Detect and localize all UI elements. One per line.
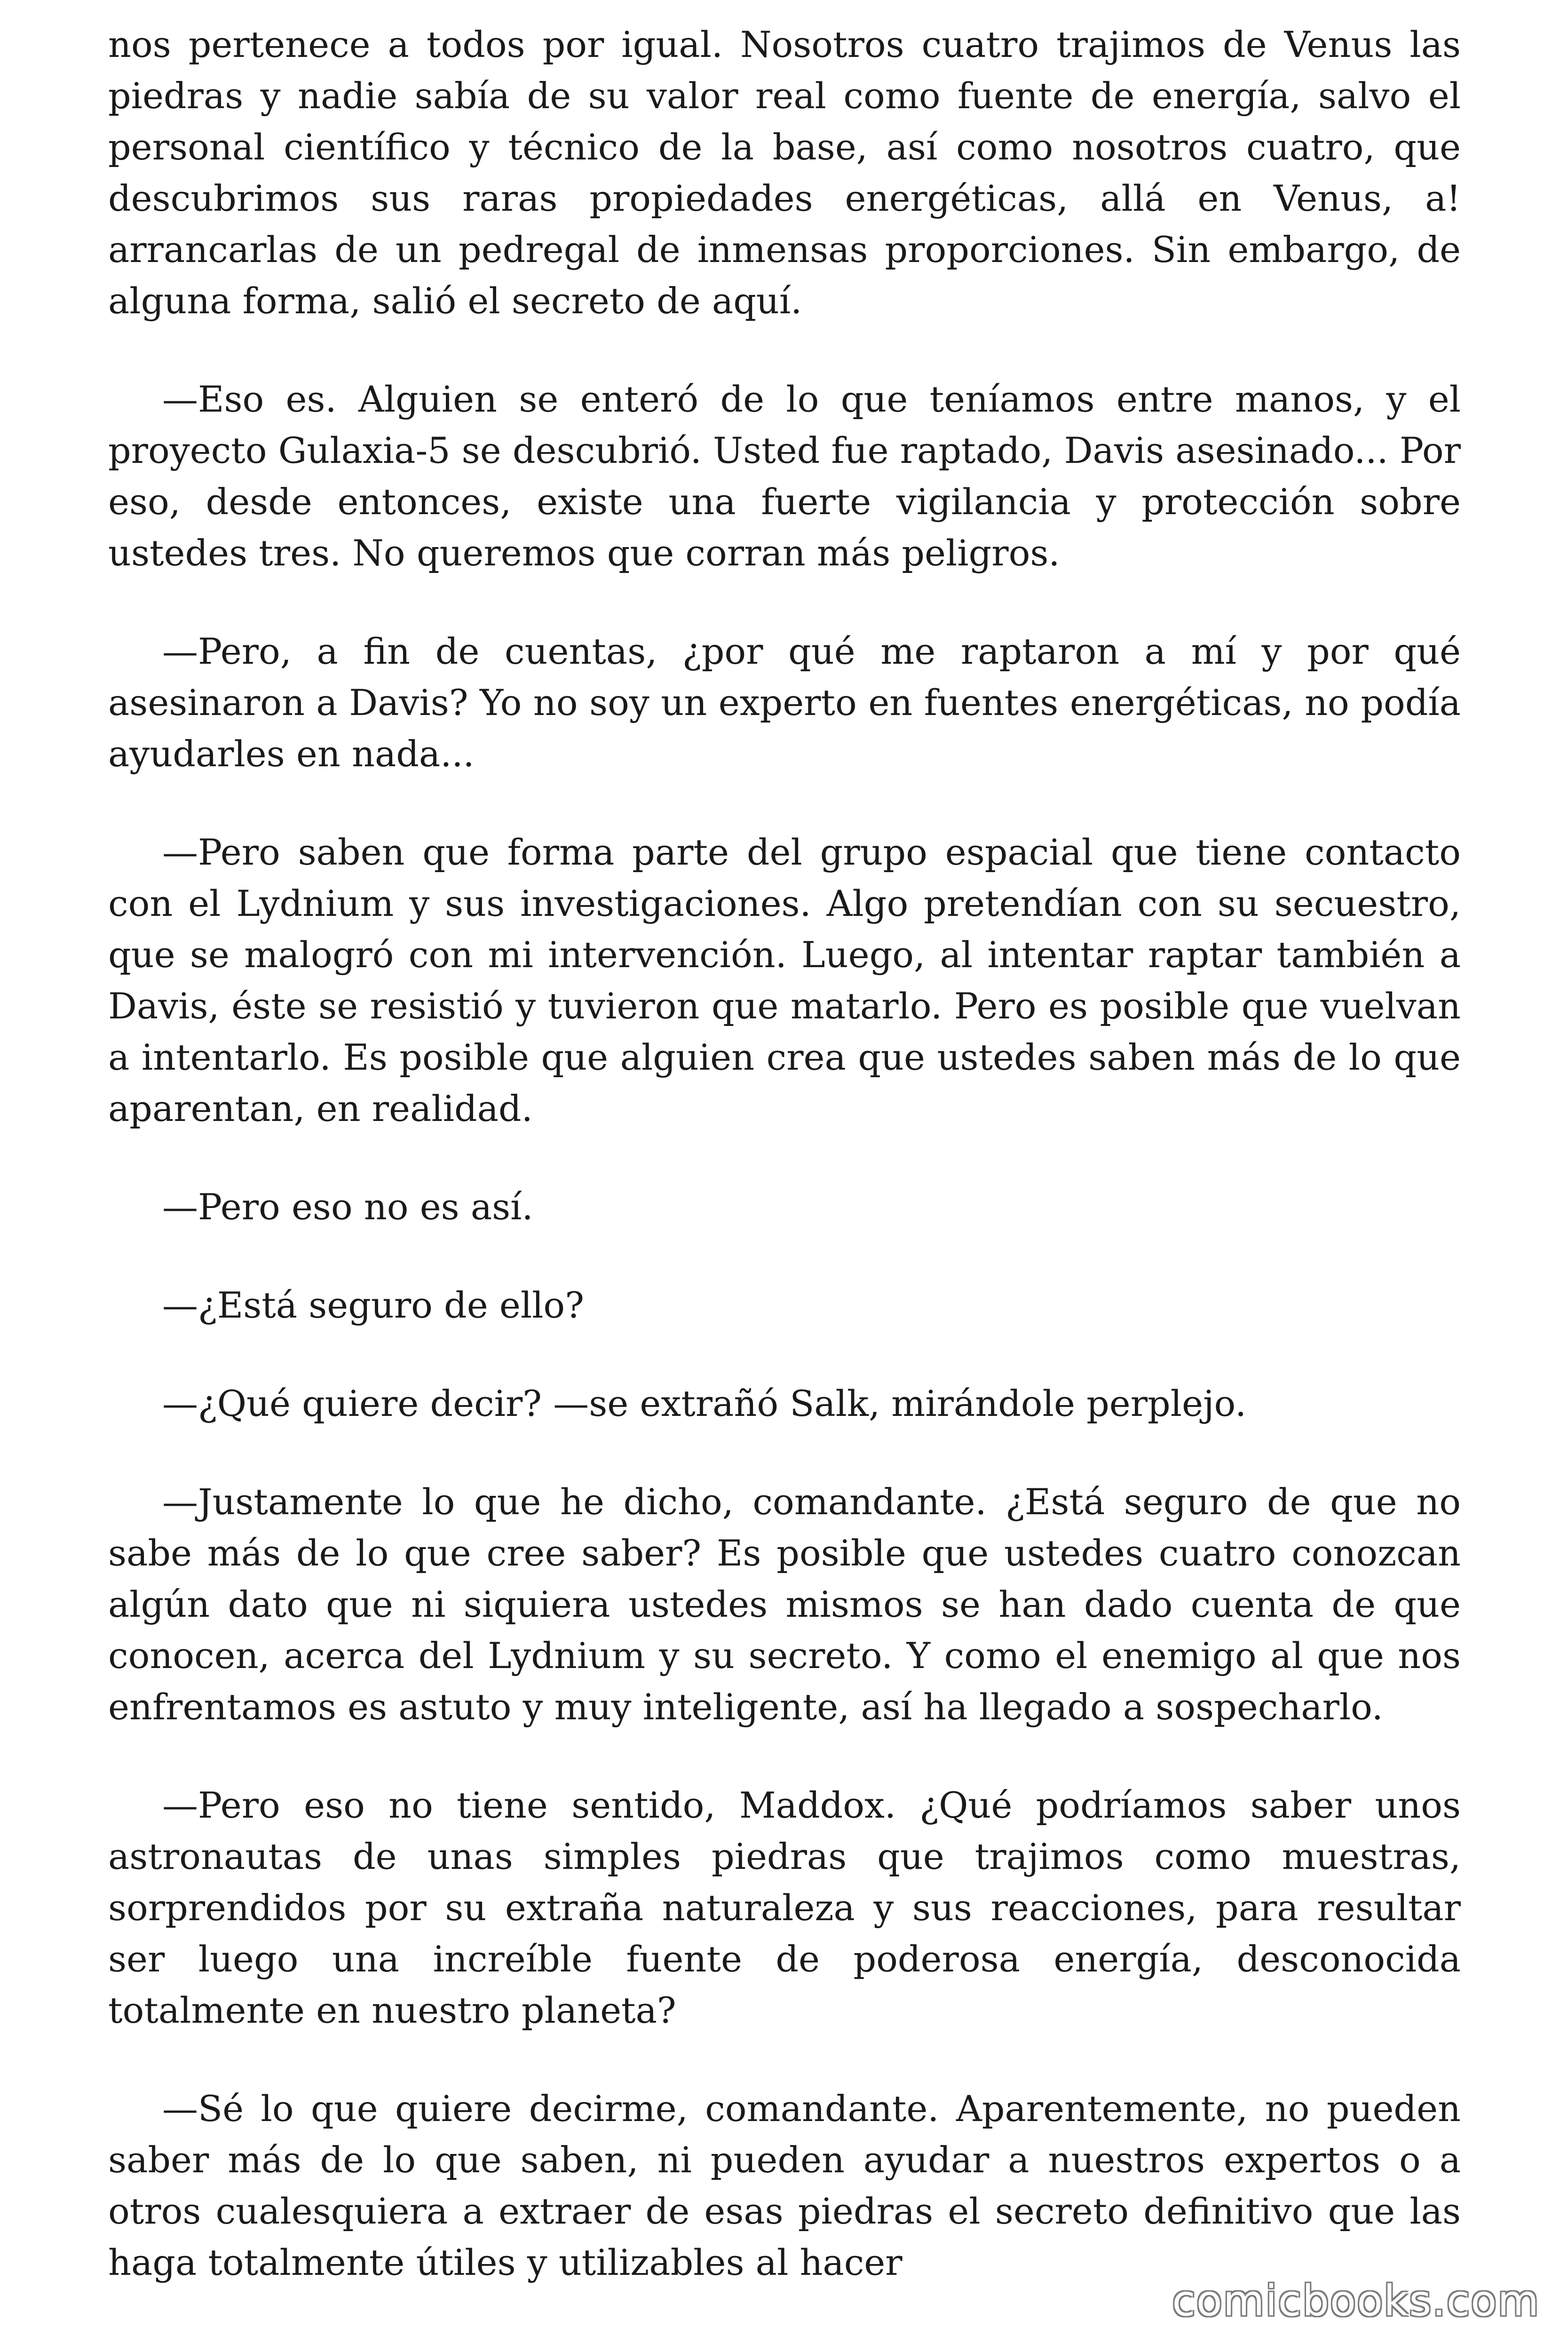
paragraph: —Pero saben que forma parte del grupo espacial que tiene contacto con el Lydnium y sus investigaciones. Algo pretendían con su secuestro, que se malogró con mi intervención. Luego, al intentar raptar también a Davis, éste se resistió y tuvieron que matarlo. Pero es posible que vuelvan a intentarlo. Es posible que alguien crea que ustedes saben más de lo que aparentan, en realidad. [108,831,1461,1129]
paragraph: —¿Está seguro de ello? [162,1284,584,1326]
paragraph: —Eso es. Alguien se enteró de lo que teníamos entre manos, y el proyecto Gulaxia-5 se descubrió. Usted fue raptado, Davis asesinado... Por eso, desde entonces, existe una fuerte vigilancia y protección sobre ustedes tres. No queremos que corran más peligros. [108,378,1461,574]
paragraph: —Pero, a fin de cuentas, ¿por qué me raptaron a mí y por qué asesinaron a Davis? Yo no soy un experto en fuentes energéticas, no podía ayudarles en nada... [108,630,1461,775]
paragraph: —Sé lo que quiere decirme, comandante. Aparentemente, no pueden saber más de lo que saben, ni pueden ayudar a nuestros expertos o a otros cualesquiera a extraer de esas piedras el secreto definitivo que las haga totalmente útiles y utilizables al hacer [108,2088,1461,2283]
paragraph: —Justamente lo que he dicho, comandante. ¿Está seguro de que no sabe más de lo que cree saber? Es posible que ustedes cuatro conozcan algún dato que ni siquiera ustedes mismos se han dado cuenta de que conocen, acerca del Lydnium y su secreto. Y como el enemigo al que nos enfrentamos es astuto y muy inteligente, así ha llegado a sospecharlo. [108,1481,1461,1728]
book-page [108,19,1461,2335]
paragraph: nos pertenece a todos por igual. Nosotros cuatro trajimos de Venus las piedras y nadie sabía de su valor real como fuente de energía, salvo el personal científico y técnico de la base, así como nosotros cuatro, que descubrimos sus raras propiedades energéticas, allá en Venus, a! arrancarlas de un pedregal de inmensas proporciones. Sin embargo, de alguna forma, salió el secreto de aquí. [108,24,1461,322]
paragraph: —Pero eso no es así. [162,1186,533,1228]
watermark: comicbooks.com [1172,2276,1540,2326]
paragraph: —Pero eso no tiene sentido, Maddox. ¿Qué podríamos saber unos astronautas de unas simples piedras que trajimos como muestras, sorprendidos por su extraña naturaleza y sus reacciones, para resultar ser luego una increíble fuente de poderosa energía, desconocida totalmente en nuestro planeta? [108,1784,1461,2031]
paragraph: —¿Qué quiere decir? —se extrañó Salk, mirándole perplejo. [162,1383,1247,1424]
